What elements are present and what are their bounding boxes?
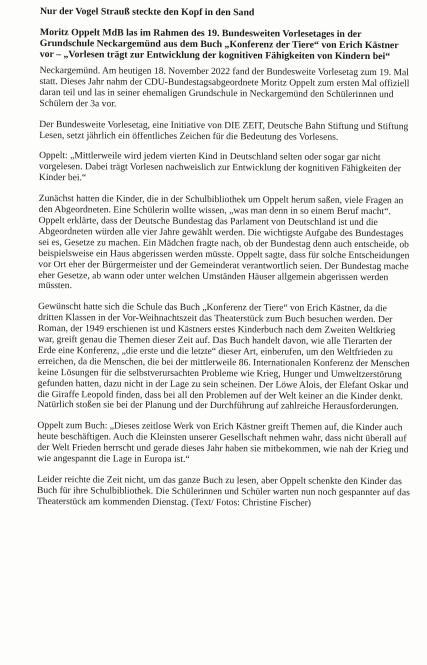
paragraph-initiative: Der Bundesweite Vorlesetag, eine Initiative von DIE ZEIT, Deutsche Bahn Stiftung und Stiftung Lesen, setzt jährlich ein öffentliches Zeichen für die Bedeutung des Vorlesens.: [39, 118, 409, 143]
paragraph-quote-reading: Oppelt: „Mittlerweile wird jedem vierten Kind in Deutschland selten oder sogar gar nicht vorgelesen. Dabei trägt Vorlesen nachweislich zur Entwicklung der kognitiven Fähigkeiten der Kinder bei.“: [38, 150, 401, 184]
article-kicker: Nur der Vogel Strauß steckte den Kopf in den Sand: [39, 6, 255, 19]
paragraph-intro: Neckargemünd. Am heutigen 18. November 2022 fand der Bundesweite Vorlesetag zum 19. Mal statt. Dieses Jahr nahm der CDU-Bundestagsabgeordnete Moritz Oppelt zum ersten Mal offiziell daran teil und las in seiner ehemaligen Grundschule in Neckargemünd den Schülerinnen und Schülern der 3a vor.: [39, 64, 410, 110]
article-headline: Moritz Oppelt MdB las im Rahmen des 19. Bundesweiten Vorlesetages in der Grundschule Neckargemünd aus dem Buch „Konferenz der Tiere“ von Erich Kästner vor – „Vorlesen trägt zur Entwicklung der kognitiven Fähigkeiten von Kindern bei“: [39, 26, 399, 63]
paragraph-questions: Zunächst hatten die Kinder, die in der Schulbibliothek um Oppelt herum saßen, viele Fragen an den Abgeordneten. Eine Schülerin wollte wissen, „was man denn in so einem Beruf macht“. Oppelt erklärte, dass der Deutsche Bundestag das Parlament von Deutschland ist und die Abgeordneten würden alle vier Jahre gewählt werden. Die wichtigste Aufgabe des Bundestages sei es, Gesetze zu machen. Ein Mädchen fragte nach, ob der Bundestag denn auch entscheide, ob beispielsweise ein Haus abgerissen werden müsste. Oppelt sagte, dass für solche Entscheidungen vor Ort eher der Bürgermeister und der Gemeinderat verantwortlich seien. Der Bundestag mache eher Gesetze, ab wann oder unter welchen Umständen Häuser allgemein abgerissen werden müssten.: [38, 193, 410, 292]
paragraph-closing: Leider reichte die Zeit nicht, um das ganze Buch zu lesen, aber Oppelt schenkte den Kinder das Buch für ihre Schulbibliothek. Die Schülerinnen und Schüler warten nun noch gespannter auf das Theaterstück am kommenden Dienstag. (Text/ Fotos: Christine Fischer): [36, 473, 410, 509]
paragraph-book: Gewünscht hatte sich die Schule das Buch „Konferenz der Tiere“ von Erich Kästner, da die dritten Klassen in der Vor-Weihnachtszeit das Theaterstück zum Buch besuchen werden. Der Roman, der 1949 erschienen ist und Kästners erstes Kinderbuch nach dem Zweiten Weltkrieg war, greift genau die Themen dieser Zeit auf. Das Buch handelt davon, wie alle Tierarten der Erde eine Konferenz, „die erste und die letzte“ dieser Art, einberufen, um den Weltfrieden zu erreichen, da die Menschen, die bei der mittlerweile 86. Internationalen Konferenz der Menschen keine Lösungen für die selbstverursachten Probleme wie Krieg, Hunger und Umweltzerstörung gefunden hatten, dazu nicht in der Lage zu sein scheinen. Der Löwe Alois, der Elefant Oskar und die Giraffe Leopold finden, dass bei all den Problemen auf der Welt keiner an die Kinder denkt. Natürlich stoßen sie bei der Planung und der Durchführung auf zahlreiche Herausforderungen.: [37, 301, 410, 413]
paragraph-quote-book: Oppelt zum Buch: „Dieses zeitlose Werk von Erich Kästner greift Themen auf, die Kinder auch heute beschäftigen. Auch die Kleinsten unserer Gesellschaft nehmen wahr, dass nicht überall auf der Welt Frieden herrscht und gerade dieses Jahr haben sie mitbekommen, wie nah der Krieg und wie angespannt die Lage in Europa ist.“: [37, 420, 409, 466]
article: [37, 6, 414, 518]
